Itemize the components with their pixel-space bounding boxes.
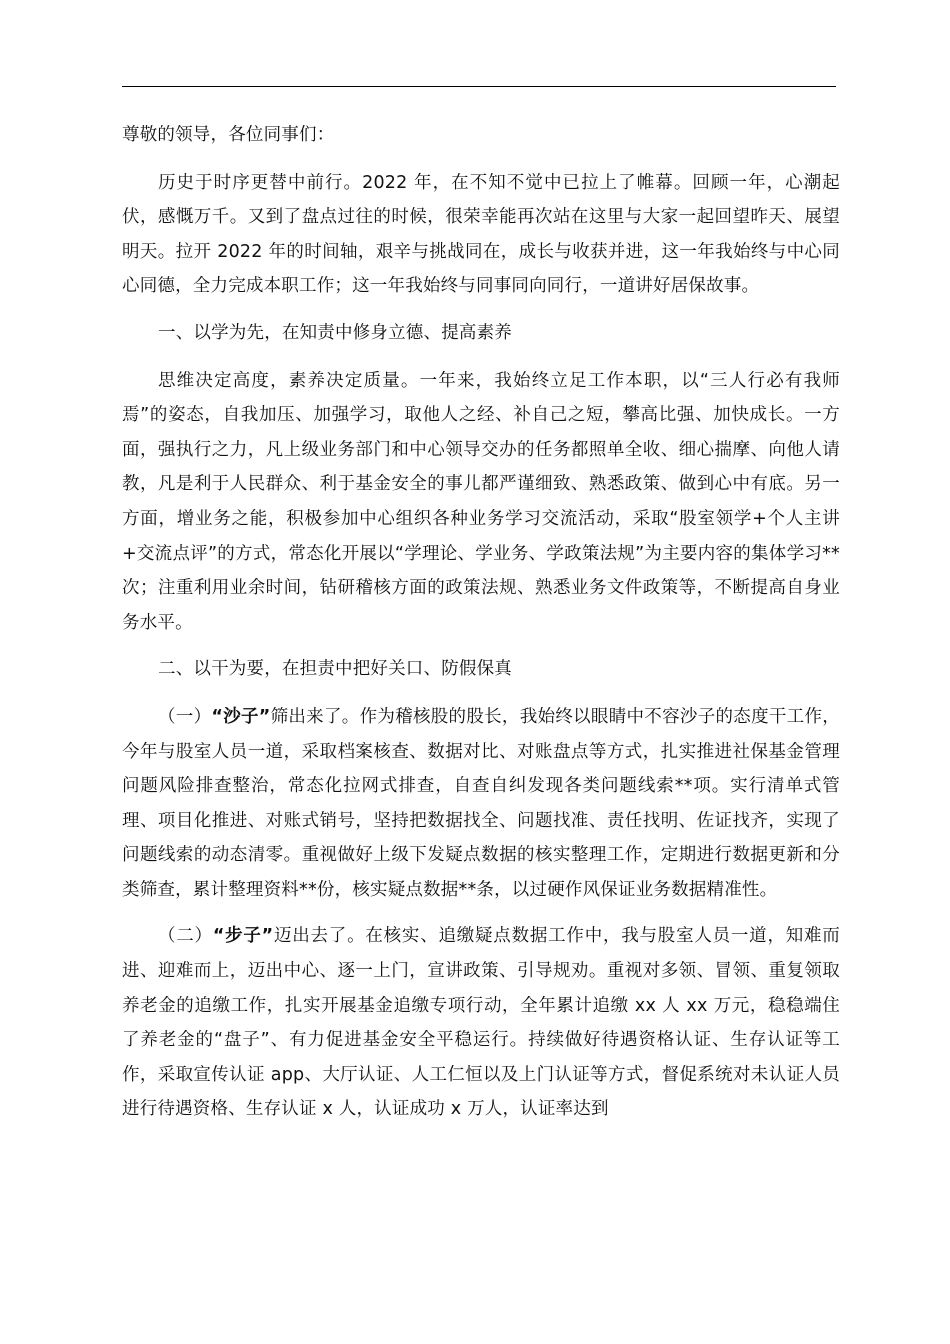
salutation: 尊敬的领导，各位同事们： xyxy=(122,125,335,145)
item-1-prefix: （一） xyxy=(158,706,212,727)
item-1-keyword: “沙子” xyxy=(211,706,271,727)
item-1-paragraph xyxy=(122,700,840,908)
section-1-paragraph: 思维决定高度，素养决定质量。一年来，我始终立足工作本职，以“三人行必有我师焉”的姿态，自我加压、加强学习，取他人之经、补自己之短，攀高比强、加快成长。一方面，强执行之力，凡上级业务部门和中心领导交办的任务都照单全收、细心揣摩、向他人请教，凡是利于人民群众、利于基金安全的事儿都严谨细致、熟悉政策、做到心中有底。另一方面，增业务之能，积极参加中心组织各种业务学习交流活动，采取“股室领学+个人主讲+交流点评”的方式，常态化开展以“学理论、学业务、学政策法规”为主要内容的集体学习**次；注重利用业余时间，钻研稽核方面的政策法规、熟悉业务文件政策等，不断提高自身业务水平。 xyxy=(122,370,840,633)
document-body xyxy=(122,118,840,1127)
header-rule xyxy=(122,86,836,87)
intro-paragraph: 历史于时序更替中前行。2022 年，在不知不觉中已拉上了帷幕。回顾一年，心潮起伏，感慨万千。又到了盘点过往的时候，很荣幸能再次站在这里与大家一起回望昨天、展望明天。拉开 2022 年的时间轴，艰辛与挑战同在，成长与收获并进，这一年我始终与中心同心同德，全力完成本职工作；这一年我始终与同事同向同行，一道讲好居保故事。 xyxy=(122,172,840,297)
section-2-heading: 二、以干为要，在担责中把好关口、防假保真 xyxy=(158,659,512,680)
item-2-text: 迈出去了。在核实、追缴疑点数据工作中，我与股室人员一道，知难而进、迎难而上，迈出中心、逐一上门，宣讲政策、引导规劝。重视对多领、冒领、重复领取养老金的追缴工作，扎实开展基金追缴专项行动，全年累计追缴 xx 人 xx 万元，稳稳端住了养老金的“盘子”、有力促进基金安全平稳运行。持续做好待遇资格认证、生存认证等工作，采取宣传认证 app、大厅认证、人工仁恒以及上门认证等方式，督促系统对未认证人员进行待遇资格、生存认证 x 人，认证成功 x 万人，认证率达到 xyxy=(122,926,840,1120)
item-2-prefix: （二） xyxy=(158,926,213,947)
item-2-keyword: “步子” xyxy=(212,926,274,947)
item-1-text: 筛出来了。作为稽核股的股长，我始终以眼睛中不容沙子的态度干工作，今年与股室人员一道，采取档案核查、数据对比、对账盘点等方式，扎实推进社保基金管理问题风险排查整治，常态化拉网式排查，自查自纠发现各类问题线索**项。实行清单式管理、项目化推进、对账式销号，坚持把数据找全、问题找准、责任找明、佐证找齐，实现了问题线索的动态清零。重视做好上级下发疑点数据的核实整理工作，定期进行数据更新和分类筛查，累计整理资料**份，核实疑点数据**条，以过硬作风保证业务数据精准性。 xyxy=(122,706,840,900)
section-1-heading: 一、以学为先，在知责中修身立德、提高素养 xyxy=(158,322,512,343)
item-2-paragraph xyxy=(122,919,840,1127)
